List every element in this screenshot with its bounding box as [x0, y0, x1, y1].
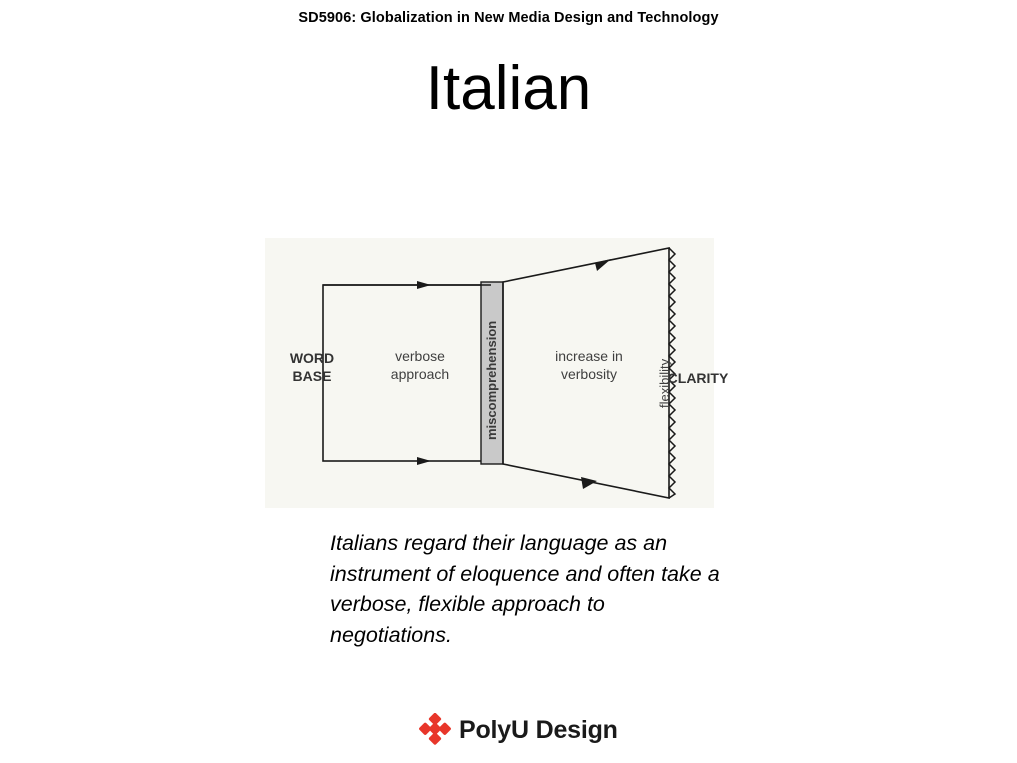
diagram-label-word-base: WORD BASE	[289, 350, 335, 384]
polyu-design-logo	[418, 712, 618, 748]
diagram-label-miscomprehension: miscomprehension	[484, 320, 499, 441]
diagram-label-flexibility: flexibility	[657, 358, 672, 408]
body-text: Italians regard their language as an instrument of eloquence and often take a verbose, flexible approach to negotiations.	[330, 531, 720, 648]
polyu-design-logo-mark-icon	[418, 713, 452, 747]
course-header: SD5906: Globalization in New Media Design and Technology	[298, 10, 719, 26]
page-title: Italian	[425, 54, 592, 123]
diagram-label-increase-verbosity: increase in verbosity	[555, 348, 623, 382]
logo-text: PolyU Design	[459, 715, 618, 744]
communication-style-diagram	[265, 238, 729, 508]
diagram-label-verbose-approach: verbose approach	[390, 348, 450, 382]
diagram-label-clarity: CLARITY	[667, 370, 729, 386]
